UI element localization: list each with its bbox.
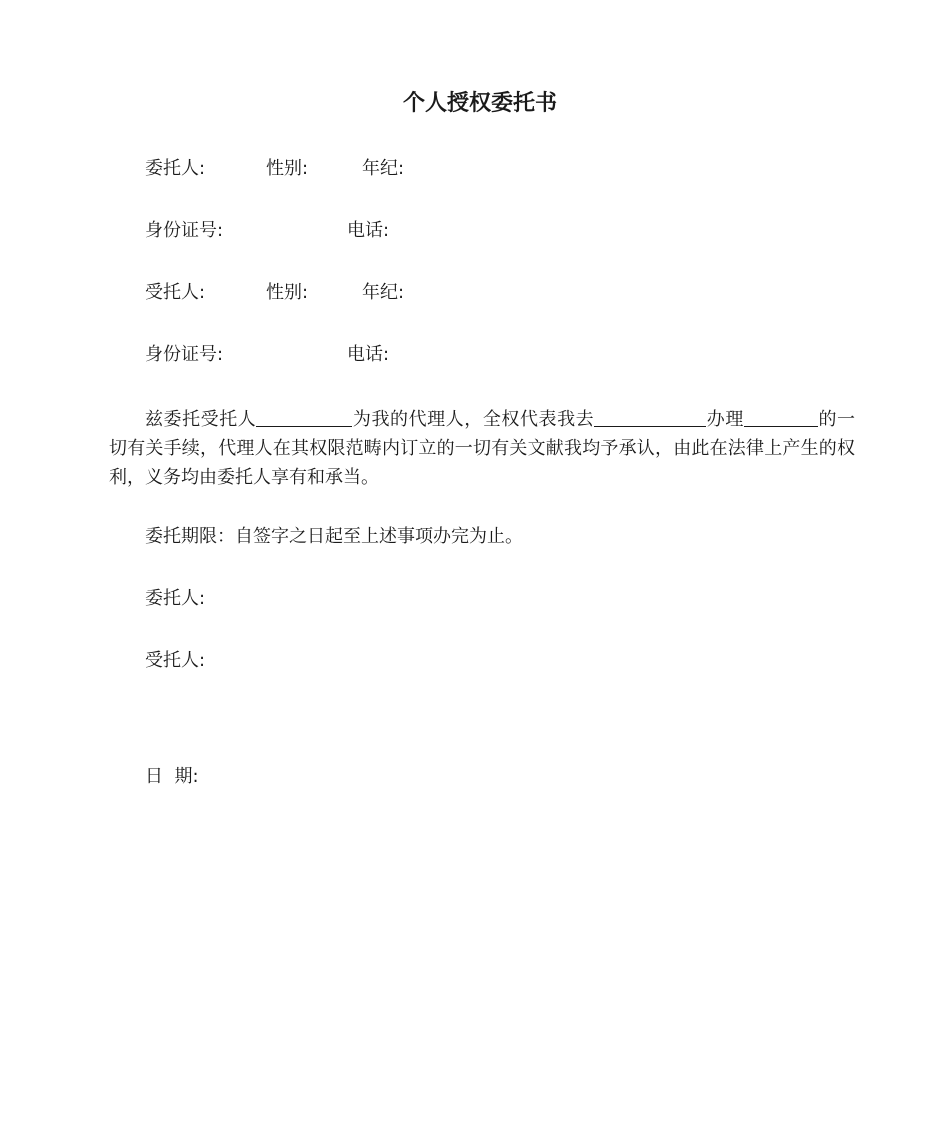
location-blank (594, 408, 706, 427)
signature-principal-label: 委托人: (145, 588, 206, 609)
principal-name-label: 委托人: (145, 158, 206, 179)
term-line: 委托期限：自签字之日起至上述事项办完为止。 (145, 526, 523, 547)
authorization-paragraph (109, 405, 855, 492)
signature-agent-label: 受托人: (145, 650, 206, 671)
agent-gender-label: 性别: (266, 282, 309, 303)
agent-name-blank (256, 408, 352, 427)
paragraph-text-2: 为我的代理人，全权代表我去 (352, 409, 595, 430)
principal-id-label: 身份证号: (145, 220, 224, 241)
matter-blank (744, 408, 818, 427)
principal-gender-label: 性别: (266, 158, 309, 179)
principal-age-label: 年纪: (362, 158, 405, 179)
agent-id-label: 身份证号: (145, 344, 224, 365)
document-title: 个人授权委托书 (402, 91, 557, 116)
paragraph-text-1: 兹委托受托人 (145, 409, 257, 430)
paragraph-text-4: 的一切有关手续，代理人在其权限范畴内订立的一切有关文献我均予承认，由此在法律上产生的权利，义务均由委托人享有和承当。 (109, 409, 856, 488)
principal-phone-label: 电话: (347, 220, 390, 241)
agent-phone-label: 电话: (347, 344, 390, 365)
paragraph-text-3: 办理 (706, 409, 744, 430)
agent-name-label: 受托人: (145, 282, 206, 303)
date-label: 日 期: (145, 766, 199, 787)
agent-age-label: 年纪: (362, 282, 405, 303)
